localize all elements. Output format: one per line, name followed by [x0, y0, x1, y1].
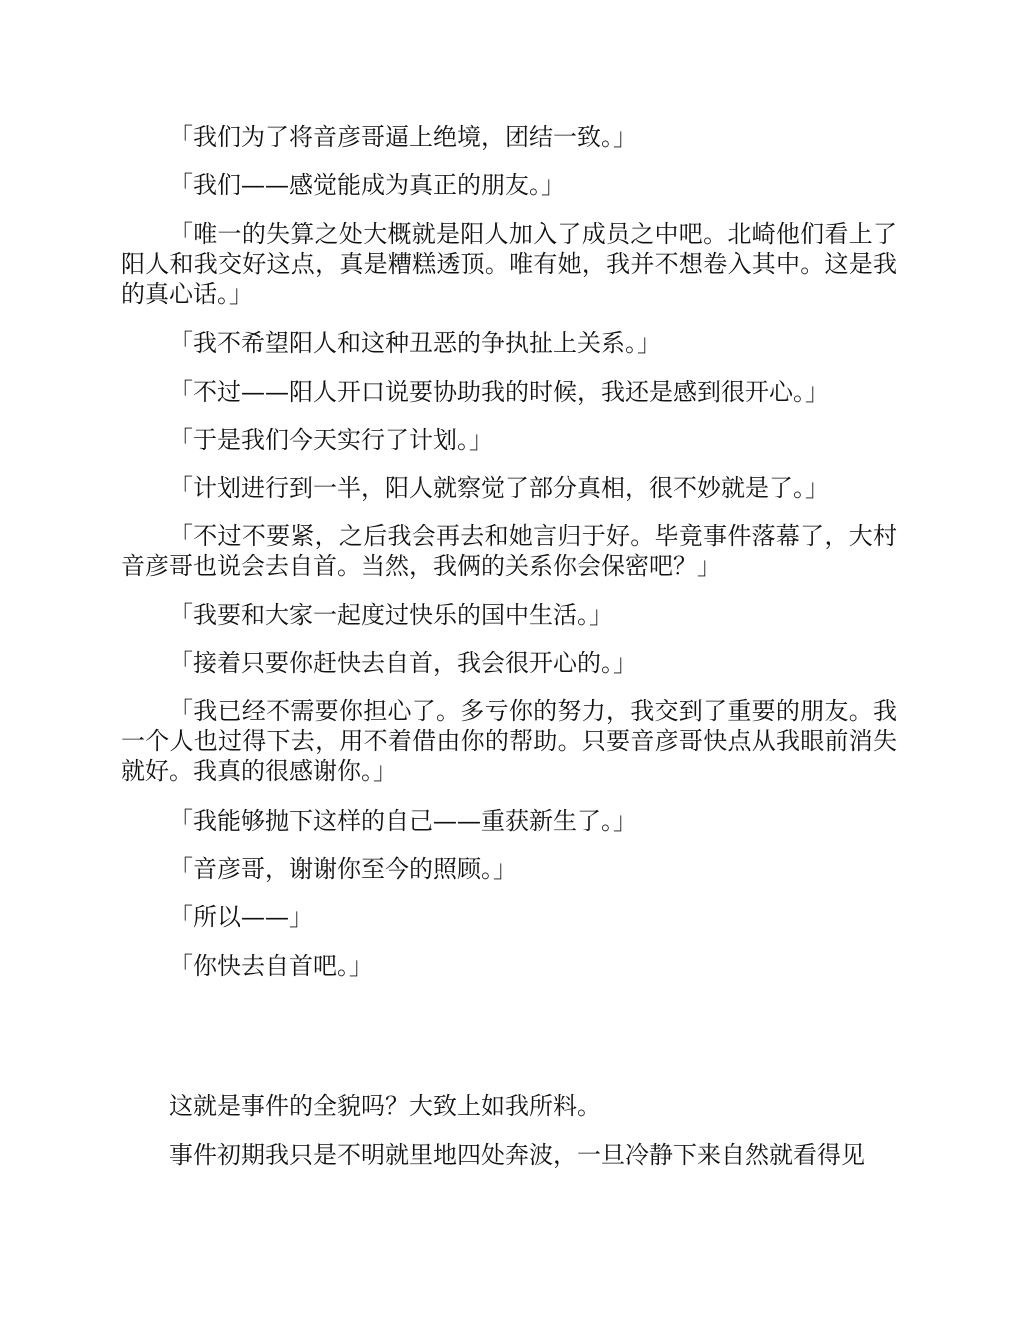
paragraph-17: 事件初期我只是不明就里地四处奔波，一旦冷静下来自然就看得见 [169, 1141, 865, 1169]
paragraph-7: 「计划进行到一半，阳人就察觉了部分真相，很不妙就是了。」 [169, 474, 829, 502]
paragraph-2: 「我们——感觉能成为真正的朋友。」 [169, 171, 565, 199]
paragraph-15: 「你快去自首吧。」 [169, 952, 373, 980]
paragraph-13: 「音彦哥，谢谢你至今的照顾。」 [169, 855, 517, 883]
paragraph-3: 「唯一的失算之处大概就是阳人加入了成员之中吧。北崎他们看上了阳人和我交好这点，真是糟糕透顶。唯有她，我并不想卷入其中。这是我的真心话。」 [121, 220, 897, 308]
paragraph-6: 「于是我们今天实行了计划。」 [169, 426, 493, 454]
paragraph-10: 「接着只要你赶快去自首，我会很开心的。」 [169, 649, 637, 677]
paragraph-16: 这就是事件的全貌吗？大致上如我所料。 [169, 1092, 601, 1120]
paragraph-14: 「所以——」 [169, 903, 313, 931]
paragraph-5: 「不过——阳人开口说要协助我的时候，我还是感到很开心。」 [169, 378, 829, 406]
paragraph-8: 「不过不要紧，之后我会再去和她言归于好。毕竟事件落幕了，大村音彦哥也说会去自首。当然，我俩的关系你会保密吧？」 [121, 522, 897, 580]
paragraph-11: 「我已经不需要你担心了。多亏你的努力，我交到了重要的朋友。我一个人也过得下去，用不着借由你的帮助。只要音彦哥快点从我眼前消失就好。我真的很感谢你。」 [121, 697, 897, 785]
paragraph-12: 「我能够抛下这样的自己——重获新生了。」 [169, 807, 637, 835]
paragraph-1: 「我们为了将音彦哥逼上绝境，团结一致。」 [169, 123, 637, 151]
paragraph-4: 「我不希望阳人和这种丑恶的争执扯上关系。」 [169, 329, 661, 357]
paragraph-9: 「我要和大家一起度过快乐的国中生活。」 [169, 601, 613, 629]
